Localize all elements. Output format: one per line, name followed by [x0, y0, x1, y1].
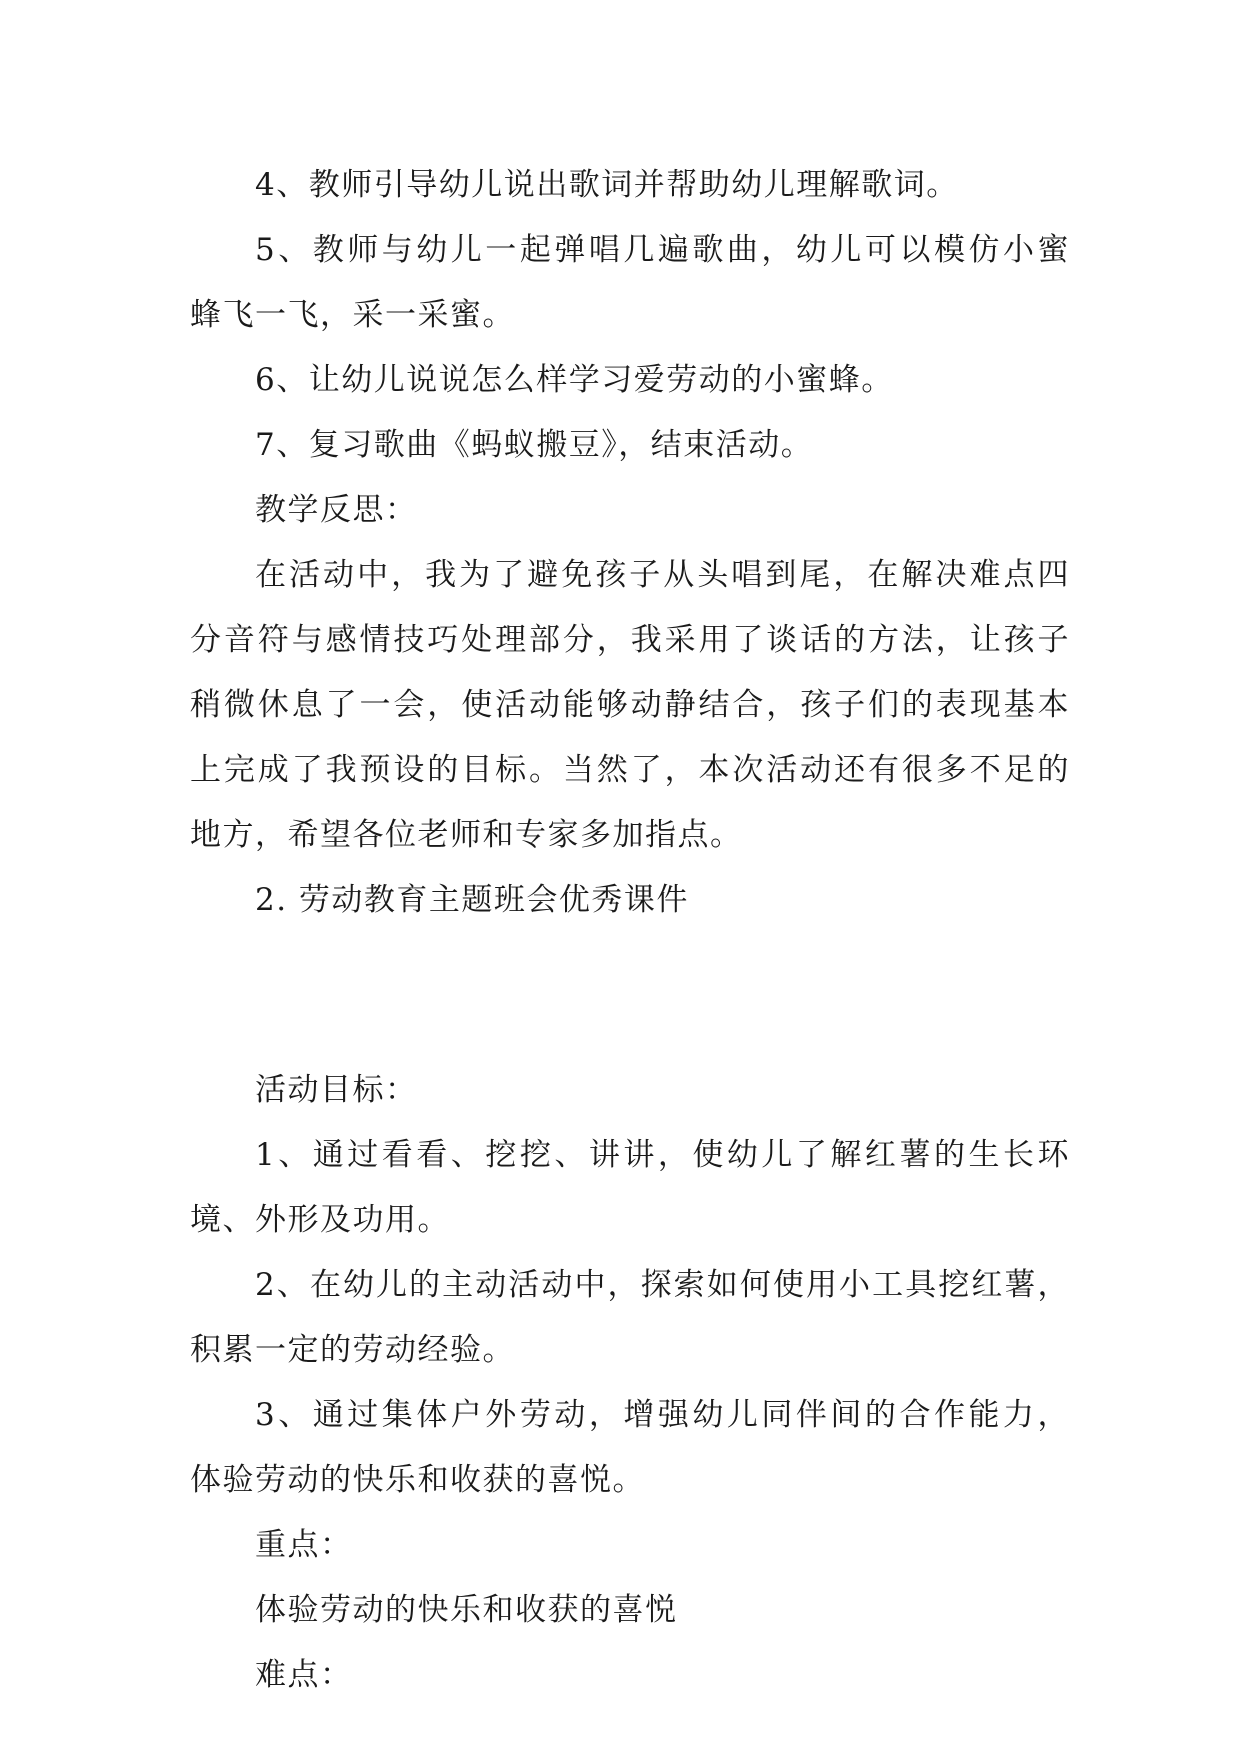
paragraph-step-6: 6、让幼儿说说怎么样学习爱劳动的小蜜蜂。: [255, 362, 894, 398]
paragraph-step-4: 4、教师引导幼儿说出歌词并帮助幼儿理解歌词。: [255, 167, 959, 203]
reflection-line-4: 上完成了我预设的目标。当然了，本次活动还有很多不足的: [190, 752, 1070, 788]
heading-difficulty: 难点：: [255, 1657, 353, 1693]
reflection-line-5: 地方，希望各位老师和专家多加指点。: [190, 817, 743, 853]
goal-1-line-1: 1、通过看看、挖挖、讲讲，使幼儿了解红薯的生长环: [255, 1137, 1070, 1173]
heading-teaching-reflection: 教学反思：: [255, 492, 418, 528]
goal-3-line-2: 体验劳动的快乐和收获的喜悦。: [190, 1462, 645, 1498]
reflection-line-2: 分音符与感情技巧处理部分，我采用了谈话的方法，让孩子: [190, 622, 1070, 658]
heading-key-point: 重点：: [255, 1527, 353, 1563]
paragraph-step-7: 7、复习歌曲《蚂蚁搬豆》，结束活动。: [255, 427, 814, 463]
goal-1-line-2: 境、外形及功用。: [190, 1202, 450, 1238]
goal-2-line-2: 积累一定的劳动经验。: [190, 1332, 515, 1368]
section-title-2: 2. 劳动教育主题班会优秀课件: [255, 882, 689, 918]
reflection-line-3: 稍微休息了一会，使活动能够动静结合，孩子们的表现基本: [190, 687, 1070, 723]
paragraph-step-5-line-2: 蜂飞一飞，采一采蜜。: [190, 297, 515, 333]
heading-activity-goals: 活动目标：: [255, 1072, 418, 1108]
key-point-text: 体验劳动的快乐和收获的喜悦: [255, 1592, 678, 1628]
paragraph-step-5-line-1: 5、教师与幼儿一起弹唱几遍歌曲，幼儿可以模仿小蜜: [255, 232, 1070, 268]
reflection-line-1: 在活动中，我为了避免孩子从头唱到尾，在解决难点四: [255, 557, 1070, 593]
goal-2-line-1: 2、在幼儿的主动活动中，探索如何使用小工具挖红薯，: [255, 1267, 1070, 1303]
goal-3-line-1: 3、通过集体户外劳动，增强幼儿同伴间的合作能力，: [255, 1397, 1070, 1433]
